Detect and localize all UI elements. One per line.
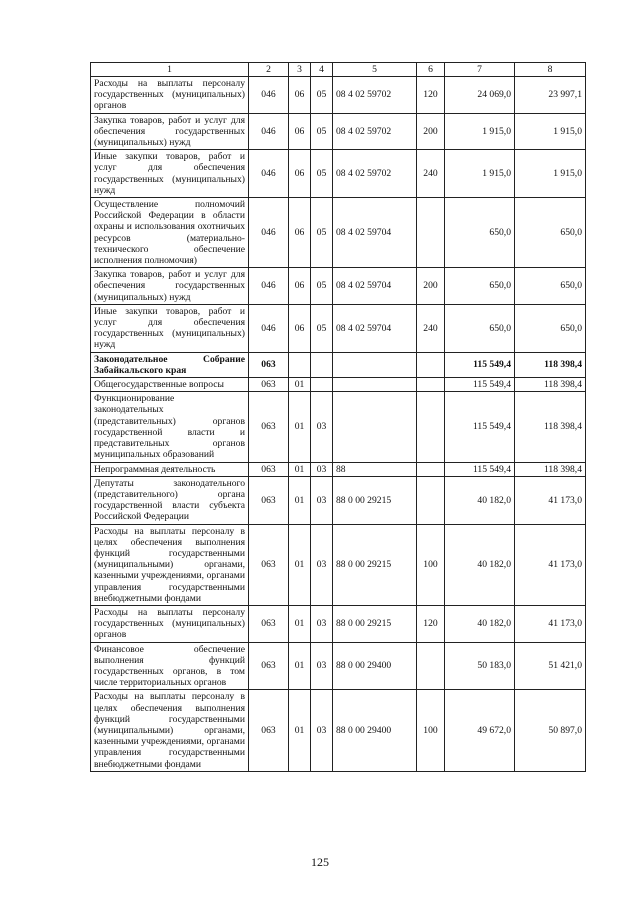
cell-target-article: 88 0 00 29215 — [333, 476, 417, 524]
cell-section: 06 — [289, 113, 311, 150]
header-cell: 1 — [91, 63, 249, 77]
cell-expense-type — [417, 642, 445, 690]
cell-admin-code: 063 — [249, 690, 289, 771]
cell-subsection: 05 — [311, 304, 333, 352]
cell-amount-year2: 41 173,0 — [515, 524, 586, 605]
header-row — [91, 63, 586, 77]
cell-admin-code: 046 — [249, 113, 289, 150]
cell-name: Расходы на выплаты персоналу государственных (муниципальных) органов — [91, 605, 249, 642]
cell-target-article: 88 0 00 29215 — [333, 605, 417, 642]
table-row — [91, 642, 586, 690]
cell-name: Депутаты законодательного (представительного) органа государственной власти субъекта Российской Федерации — [91, 476, 249, 524]
cell-amount-year1: 650,0 — [445, 268, 515, 305]
cell-expense-type — [417, 352, 445, 377]
cell-name: Расходы на выплаты персоналу в целях обеспечения выполнения функций государственными (муниципальными) органами, казенными учреждениями, органами управления государственными внебюджетными фондами — [91, 524, 249, 605]
budget-table — [90, 62, 586, 772]
cell-name: Функционирование законодательных (представительных) органов государственной власти и представительных органов муниципальных образований — [91, 392, 249, 462]
cell-subsection: 03 — [311, 462, 333, 476]
header-cell: 3 — [289, 63, 311, 77]
cell-admin-code: 063 — [249, 476, 289, 524]
cell-subsection — [311, 378, 333, 392]
table-row — [91, 113, 586, 150]
cell-admin-code: 063 — [249, 605, 289, 642]
cell-amount-year2: 41 173,0 — [515, 605, 586, 642]
cell-amount-year1: 115 549,4 — [445, 352, 515, 377]
cell-expense-type: 120 — [417, 605, 445, 642]
cell-amount-year2: 118 398,4 — [515, 378, 586, 392]
cell-target-article — [333, 352, 417, 377]
cell-section: 01 — [289, 524, 311, 605]
cell-name: Осуществление полномочий Российской Федерации в области охраны и использования охотничьих ресурсов (материально-технического обеспечение исполнения полномочия) — [91, 198, 249, 268]
cell-target-article: 08 4 02 59704 — [333, 268, 417, 305]
cell-name: Расходы на выплаты персоналу в целях обеспечения выполнения функций государственными (муниципальными) органами, казенными учреждениями, органами управления государственными внебюджетными фондами — [91, 690, 249, 771]
cell-amount-year2: 1 915,0 — [515, 150, 586, 198]
table-row — [91, 524, 586, 605]
cell-target-article: 88 0 00 29400 — [333, 690, 417, 771]
cell-amount-year2: 23 997,1 — [515, 77, 586, 114]
cell-expense-type: 240 — [417, 150, 445, 198]
cell-amount-year2: 118 398,4 — [515, 392, 586, 462]
cell-amount-year2: 650,0 — [515, 268, 586, 305]
cell-amount-year1: 115 549,4 — [445, 378, 515, 392]
cell-section: 06 — [289, 304, 311, 352]
cell-section: 01 — [289, 392, 311, 462]
cell-name: Непрограммная деятельность — [91, 462, 249, 476]
cell-target-article: 88 0 00 29400 — [333, 642, 417, 690]
cell-expense-type: 100 — [417, 690, 445, 771]
cell-amount-year2: 650,0 — [515, 304, 586, 352]
table-row — [91, 352, 586, 377]
cell-name: Иные закупки товаров, работ и услуг для обеспечения государственных (муниципальных) нужд — [91, 304, 249, 352]
cell-subsection: 03 — [311, 642, 333, 690]
cell-expense-type — [417, 476, 445, 524]
cell-section: 06 — [289, 150, 311, 198]
header-cell: 8 — [515, 63, 586, 77]
cell-admin-code: 046 — [249, 150, 289, 198]
cell-subsection — [311, 352, 333, 377]
cell-admin-code: 063 — [249, 352, 289, 377]
cell-subsection: 05 — [311, 198, 333, 268]
cell-target-article: 08 4 02 59704 — [333, 198, 417, 268]
cell-admin-code: 063 — [249, 524, 289, 605]
cell-amount-year1: 1 915,0 — [445, 113, 515, 150]
cell-section: 06 — [289, 198, 311, 268]
cell-amount-year2: 118 398,4 — [515, 462, 586, 476]
cell-section: 01 — [289, 378, 311, 392]
cell-section: 01 — [289, 642, 311, 690]
cell-amount-year1: 24 069,0 — [445, 77, 515, 114]
cell-expense-type — [417, 198, 445, 268]
page-number: 125 — [311, 855, 329, 869]
cell-expense-type — [417, 378, 445, 392]
cell-section — [289, 352, 311, 377]
cell-expense-type: 100 — [417, 524, 445, 605]
table-row — [91, 462, 586, 476]
cell-amount-year2: 51 421,0 — [515, 642, 586, 690]
cell-subsection: 03 — [311, 524, 333, 605]
table-row — [91, 605, 586, 642]
table-row — [91, 476, 586, 524]
cell-amount-year2: 650,0 — [515, 198, 586, 268]
cell-admin-code: 063 — [249, 392, 289, 462]
cell-section: 01 — [289, 605, 311, 642]
cell-amount-year1: 40 182,0 — [445, 524, 515, 605]
cell-admin-code: 046 — [249, 198, 289, 268]
cell-target-article: 08 4 02 59702 — [333, 113, 417, 150]
cell-amount-year2: 50 897,0 — [515, 690, 586, 771]
cell-amount-year1: 650,0 — [445, 304, 515, 352]
cell-subsection: 05 — [311, 113, 333, 150]
table-row — [91, 392, 586, 462]
cell-subsection: 03 — [311, 690, 333, 771]
table-row — [91, 198, 586, 268]
cell-expense-type — [417, 462, 445, 476]
cell-amount-year2: 118 398,4 — [515, 352, 586, 377]
cell-subsection: 05 — [311, 150, 333, 198]
cell-amount-year1: 115 549,4 — [445, 462, 515, 476]
cell-amount-year2: 1 915,0 — [515, 113, 586, 150]
header-cell: 6 — [417, 63, 445, 77]
cell-section: 01 — [289, 462, 311, 476]
cell-admin-code: 046 — [249, 77, 289, 114]
cell-section: 06 — [289, 77, 311, 114]
cell-target-article: 08 4 02 59702 — [333, 150, 417, 198]
cell-amount-year1: 50 183,0 — [445, 642, 515, 690]
cell-subsection: 03 — [311, 392, 333, 462]
cell-target-article: 88 — [333, 462, 417, 476]
cell-name: Закупка товаров, работ и услуг для обеспечения государственных (муниципальных) нужд — [91, 268, 249, 305]
cell-amount-year1: 40 182,0 — [445, 605, 515, 642]
table-row — [91, 77, 586, 114]
table-row — [91, 150, 586, 198]
cell-admin-code: 063 — [249, 462, 289, 476]
cell-section: 01 — [289, 690, 311, 771]
table-body — [91, 63, 586, 772]
cell-expense-type: 200 — [417, 113, 445, 150]
cell-subsection: 05 — [311, 268, 333, 305]
table-row — [91, 268, 586, 305]
cell-name: Иные закупки товаров, работ и услуг для обеспечения государственных (муниципальных) нужд — [91, 150, 249, 198]
cell-target-article: 88 0 00 29215 — [333, 524, 417, 605]
header-cell: 7 — [445, 63, 515, 77]
cell-name: Расходы на выплаты персоналу государственных (муниципальных) органов — [91, 77, 249, 114]
table-row — [91, 304, 586, 352]
header-cell: 5 — [333, 63, 417, 77]
cell-name: Финансовое обеспечение выполнения функций государственных органов, в том числе территориальных органов — [91, 642, 249, 690]
cell-amount-year1: 1 915,0 — [445, 150, 515, 198]
cell-expense-type: 240 — [417, 304, 445, 352]
cell-section: 01 — [289, 476, 311, 524]
cell-amount-year1: 115 549,4 — [445, 392, 515, 462]
cell-target-article — [333, 392, 417, 462]
cell-target-article — [333, 378, 417, 392]
cell-admin-code: 063 — [249, 378, 289, 392]
cell-subsection: 05 — [311, 77, 333, 114]
cell-admin-code: 063 — [249, 642, 289, 690]
cell-name: Закупка товаров, работ и услуг для обеспечения государственных (муниципальных) нужд — [91, 113, 249, 150]
table-row — [91, 378, 586, 392]
cell-section: 06 — [289, 268, 311, 305]
cell-amount-year1: 40 182,0 — [445, 476, 515, 524]
table-row — [91, 690, 586, 771]
cell-target-article: 08 4 02 59702 — [333, 77, 417, 114]
cell-admin-code: 046 — [249, 304, 289, 352]
cell-subsection: 03 — [311, 476, 333, 524]
cell-amount-year1: 650,0 — [445, 198, 515, 268]
cell-expense-type: 200 — [417, 268, 445, 305]
cell-subsection: 03 — [311, 605, 333, 642]
cell-expense-type: 120 — [417, 77, 445, 114]
header-cell: 2 — [249, 63, 289, 77]
cell-name: Законодательное Собрание Забайкальского края — [91, 352, 249, 377]
cell-name: Общегосударственные вопросы — [91, 378, 249, 392]
cell-amount-year1: 49 672,0 — [445, 690, 515, 771]
cell-expense-type — [417, 392, 445, 462]
header-cell: 4 — [311, 63, 333, 77]
cell-admin-code: 046 — [249, 268, 289, 305]
cell-amount-year2: 41 173,0 — [515, 476, 586, 524]
cell-target-article: 08 4 02 59704 — [333, 304, 417, 352]
